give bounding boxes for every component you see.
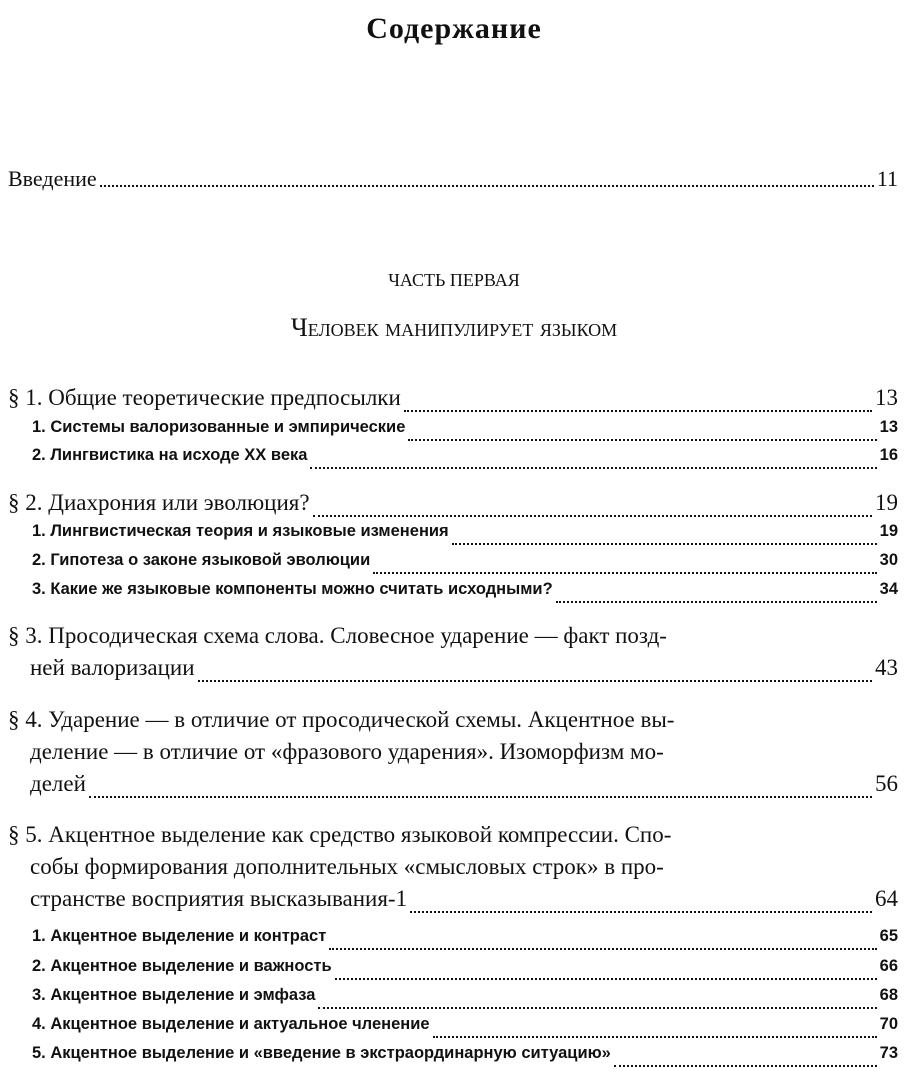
leader-dots xyxy=(313,515,872,517)
page-number: 13 xyxy=(879,418,898,436)
subentry-label: 3. Акцентное выделение и эмфаза xyxy=(32,986,316,1004)
page-number: 68 xyxy=(879,986,898,1004)
leader-dots xyxy=(614,1065,877,1067)
leader-dots xyxy=(373,572,876,574)
part-title: Человек манипулирует языком xyxy=(290,313,618,342)
subentry-label: 1. Лингвистическая теория и языковые изменения xyxy=(32,522,449,540)
subentry-label: 3. Какие же языковые компоненты можно считать исходными? xyxy=(32,580,553,598)
entry-label-line: делей xyxy=(30,771,86,796)
subentry-label: 1. Акцентное выделение и контраст xyxy=(32,927,327,945)
leader-dots xyxy=(408,439,876,441)
leader-dots xyxy=(452,543,877,545)
leader-dots xyxy=(89,796,872,798)
subentry-label: 2. Гипотеза о законе языковой эволюции xyxy=(32,551,371,569)
page-number: 64 xyxy=(875,886,898,911)
leader-dots xyxy=(433,1036,877,1038)
toc-subentry[interactable] xyxy=(8,957,898,985)
page-number: 16 xyxy=(879,446,898,464)
toc-subentry[interactable] xyxy=(8,1044,898,1072)
page-number: 13 xyxy=(875,385,898,410)
subentry-label: 2. Лингвистика на исходе XX века xyxy=(32,446,308,464)
entry-label-line: странстве восприятия высказывания-1 xyxy=(30,886,408,911)
entry-label: Введение xyxy=(8,166,97,191)
entry-label-line: собы формирования дополнительных «смысловых строк» в про- xyxy=(30,854,664,879)
toc-entry-s1[interactable] xyxy=(8,385,898,417)
leader-dots xyxy=(100,185,874,187)
toc-subentry[interactable] xyxy=(8,522,898,550)
entry-label-line: § 4. Ударение — в отличие от просодической схемы. Акцентное вы- xyxy=(8,707,675,732)
part-label: ЧАСТЬ ПЕРВАЯ xyxy=(388,270,520,290)
leader-dots xyxy=(198,680,872,682)
page-number: 34 xyxy=(879,580,898,598)
page-number: 66 xyxy=(879,957,898,975)
toc-subentry[interactable] xyxy=(8,446,898,474)
toc-entry-intro[interactable] xyxy=(8,166,898,192)
page-number: 43 xyxy=(875,655,898,680)
leader-dots xyxy=(318,1007,876,1009)
page-number: 19 xyxy=(879,522,898,540)
toc-entry-s2[interactable] xyxy=(8,490,898,522)
toc-entry-s5[interactable] xyxy=(8,822,898,918)
entry-label: § 1. Общие теоретические предпосылки xyxy=(8,385,401,410)
page-number: 19 xyxy=(875,490,898,515)
subentry-label: 1. Системы валоризованные и эмпирические xyxy=(32,418,406,436)
leader-dots xyxy=(310,467,876,469)
toc-subentry[interactable] xyxy=(8,580,898,608)
subentry-label: 2. Акцентное выделение и важность xyxy=(32,957,332,975)
toc-entry-s3[interactable] xyxy=(8,623,898,687)
toc-subentry[interactable] xyxy=(8,986,898,1014)
page-title: Содержание xyxy=(366,12,542,45)
page-number: 11 xyxy=(876,166,898,191)
entry-label: § 2. Диахрония или эволюция? xyxy=(8,490,310,515)
subentry-label: 4. Акцентное выделение и актуальное членение xyxy=(32,1015,430,1033)
page-number: 65 xyxy=(879,927,898,945)
toc-subentry[interactable] xyxy=(8,551,898,579)
subentry-label: 5. Акцентное выделение и «введение в экстраординарную ситуацию» xyxy=(32,1044,611,1062)
toc-subentry[interactable] xyxy=(8,418,898,446)
leader-dots xyxy=(404,410,872,412)
page-number: 30 xyxy=(879,551,898,569)
entry-label-line: ней валоризации xyxy=(30,655,195,680)
leader-dots xyxy=(556,601,877,603)
page-number: 70 xyxy=(879,1015,898,1033)
page-number: 73 xyxy=(879,1044,898,1062)
entry-label-line: деление — в отличие от «фразового ударения». Изоморфизм мо- xyxy=(30,739,664,764)
toc-entry-s4[interactable] xyxy=(8,707,898,803)
entry-label-line: § 3. Просодическая схема слова. Словесное ударение — факт позд- xyxy=(8,623,667,648)
leader-dots xyxy=(329,948,876,950)
page-number: 56 xyxy=(875,771,898,796)
leader-dots xyxy=(335,978,877,980)
entry-label-line: § 5. Акцентное выделение как средство языковой компрессии. Спо- xyxy=(8,822,672,847)
toc-subentry[interactable] xyxy=(8,927,898,955)
leader-dots xyxy=(410,911,872,913)
toc-subentry[interactable] xyxy=(8,1015,898,1043)
